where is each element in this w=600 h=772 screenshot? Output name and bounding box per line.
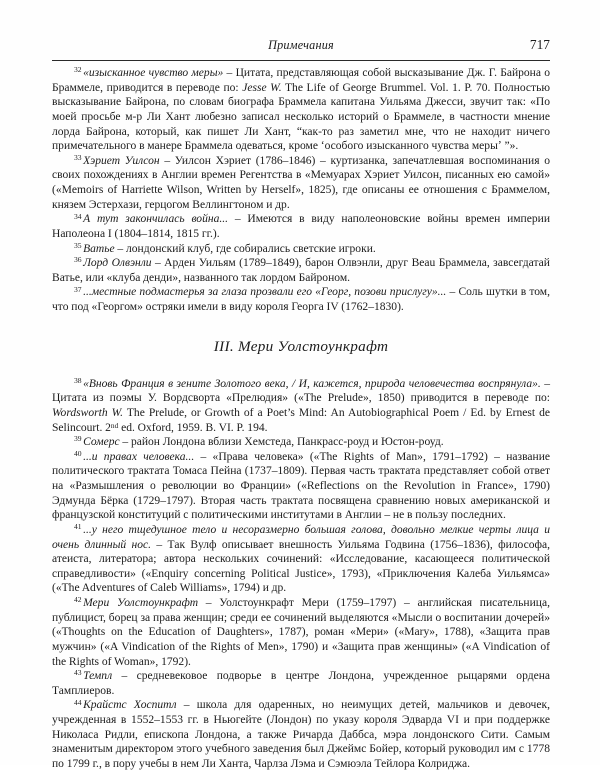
note-38-ordinal-suffix: nd [110, 420, 119, 430]
note-43 [52, 669, 550, 698]
note-36 [52, 256, 550, 285]
note-35 [52, 242, 550, 257]
note-38-lemma: «Вновь Франция в зените Золотого века, / И, кажется, природа человечества воспрянула». [83, 377, 541, 390]
footnote-marker-37: 37 [74, 284, 82, 294]
note-41 [52, 523, 550, 596]
note-35-lemma: Ватье [83, 242, 115, 255]
note-42-lemma: Мери Уолстоункрафт [83, 597, 199, 609]
note-41-lemma: ...у него тщедушное тело и несоразмерно большая голова, довольно мелкие черты лица и очень длинный нос. [52, 523, 550, 551]
footnote-marker-32: 32 [74, 65, 82, 75]
footnote-marker-34: 34 [74, 211, 82, 221]
note-33-lemma: Хэриет Уилсон [83, 154, 160, 167]
page-folio-number: 717 [529, 37, 550, 52]
running-head [52, 38, 550, 60]
note-34-lemma: А тут закончилась война... [83, 213, 229, 226]
note-38 [52, 377, 550, 436]
running-head-title: Примечания [268, 38, 334, 52]
note-44 [52, 698, 550, 771]
note-33-text: – Уилсон Хэриет (1786–1846) – куртизанка, запечатлевшая воспоминания о своих похождениях в Англии времен Регентства в «Мемуарах Хэриет Уилсон, писанных ею самой» («Memoirs of Harriette Wilson, Written by Herself», 1825), где описаны ее отношения с Браммелом, князем Эстерхази, герцогом Веллингтоном и др. [52, 154, 550, 211]
section-spacer-bottom [52, 357, 550, 377]
note-34-text: – Имеются в виду наполеоновские войны времен империи Наполеона I (1804–1814, 1815 гг.). [52, 213, 550, 240]
section-spacer-top [52, 315, 550, 337]
note-38-text-b: The Prelude, or Growth of a Poet’s Mind: An Autobiographical Poem / Ed. by Ernest de Selincourt. 2 [52, 406, 550, 434]
note-39-text: – район Лондона вблизи Хемстеда, Панкрасс-роуд и Юстон-роуд. [119, 436, 444, 449]
note-32-source: Jesse W. [242, 81, 282, 94]
note-32-text-b: The Life of George Brummel. Vol. 1. P. 70. Полностью высказывание Байрона, по словам биографа Браммела капитана Уильяма Джесси, звучит так: «По моей просьбе м-р Ли Хант любезно записал несколько историй о Браммеле, в частности мнение лорда Байрона, который, как пишет Ли Хант, “как-то раз заметил мне, что не находит ничего примечательного в манере Браммела одеваться, кроме ʻособого изысканного чувства мерыʼ ”». [52, 81, 550, 153]
footnote-marker-44: 44 [74, 697, 82, 707]
note-43-lemma: Темпл [83, 670, 113, 683]
section-heading: III. Мери Уолстоункрафт [213, 337, 389, 355]
header-divider-rule [52, 60, 550, 61]
footnote-marker-41: 41 [74, 522, 82, 532]
note-36-text: – Арден Уильям (1789–1849), барон Олвэнли, друг Beau Браммела, завсегдатай Ватье, или «клуба денди», названного так лордом Байроном. [52, 257, 550, 284]
footnote-marker-35: 35 [74, 240, 82, 250]
footnote-marker-42: 42 [74, 595, 82, 605]
note-38-source: Wordsworth W. [52, 406, 124, 419]
note-38-text-a: – Цитата из поэмы У. Вордсворта «Прелюдия» («The Prelude», 1850) приводится в переводе по: [52, 377, 550, 405]
note-42-text: – Уолстоункрафт Мери (1759–1797) – английская писательница, публицист, борец за права женщин; среди ее сочинений выделяются «Мысли о воспитании дочерей» («Thoughts on the Education of Daughters», 1787), роман «Мери» («Mary», 1788), «Защита прав мужчин» («A Vindication of the Rights of Men», 1790) и «Защита прав женщины» («A Vindication of the Rights of Woman», 1792). [52, 597, 550, 668]
note-34 [52, 212, 550, 241]
note-43-text: – средневековое подворье в центре Лондона, учрежденное рыцарями ордена Тамплиеров. [52, 670, 550, 697]
note-38-text-c: ed. Oxford, 1959. B. VI. P. 194. [118, 421, 268, 434]
note-39-lemma: Сомерс [83, 436, 120, 449]
footnote-marker-38: 38 [74, 375, 82, 385]
note-40 [52, 450, 550, 523]
footnote-marker-36: 36 [74, 255, 82, 265]
note-44-lemma: Крайстс Хоспитл [83, 699, 177, 712]
note-37-lemma: ...местные подмастерья за глаза прозвали его «Георг, позови прислугу»... [83, 286, 447, 299]
note-35-text: – лондонский клуб, где собирались светские игроки. [114, 242, 376, 255]
note-33 [52, 154, 550, 213]
note-42 [52, 596, 550, 669]
note-41-text: – Так Вулф описывает внешность Уильяма Годвина (1756–1836), философа, атеиста, литератора; автора нескольких сочинений: «Исследование, касающееся политической справедливости» («Enquiry concerning Political Justice», 1793), «Приключения Калеба Уильямса» («The Adventures of Caleb Williams», 1794) и др. [52, 538, 550, 595]
note-39 [52, 435, 550, 450]
note-37-text: – Соль шутки в том, что под «Георгом» остряки имели в виду короля Георга IV (1762–1830). [52, 286, 550, 313]
note-37 [52, 285, 550, 314]
note-32 [52, 66, 550, 154]
note-44-text: – школа для одаренных, но неимущих детей, мальчиков и девочек, учрежденная в 1552–1553 гг. в Ньюгейте (Лондон) по указу короля Эдварда VI и при поддержке Николаса Ридли, епископа Лондона, а также Ричарда Даббса, мэра лондонского Сити. Самым знаменитым директором этого учебного заведения был Джеймс Бойер, который руководил им с 1778 по 1799 г., в пору учебы в нем Ли Ханта, Чарлза Лэма и Сэмюэла Тейлора Колриджа. [52, 699, 550, 770]
note-40-text: – «Права человека» («The Rights of Man», 1791–1792) – название политического трактата Томаса Пейна (1737–1809). Первая часть трактата представляет собой ответ на «Размышления о революции во Франции» («Reflections on the Revolution in France», 1790) Эдмунда Бёрка (1729–1797). Вторая часть трактата посвящена сравнению новых американской и французской конституций с политическими институтами в Англии – не в пользу последних. [52, 450, 551, 522]
footnote-marker-39: 39 [74, 434, 82, 444]
footnote-marker-40: 40 [74, 449, 82, 459]
note-36-lemma: Лорд Олвэнли [83, 257, 152, 270]
footnote-marker-33: 33 [74, 153, 82, 163]
note-32-text-a: – Цитата, представляющая собой высказывание Дж. Г. Байрона о Браммеле, приводится в переводе по: [52, 67, 551, 94]
notes-column [52, 66, 550, 772]
footnote-marker-43: 43 [74, 668, 82, 678]
note-40-lemma: ...и правах человека... [83, 450, 195, 463]
note-32-lemma: «изысканное чувство меры» [83, 67, 224, 79]
